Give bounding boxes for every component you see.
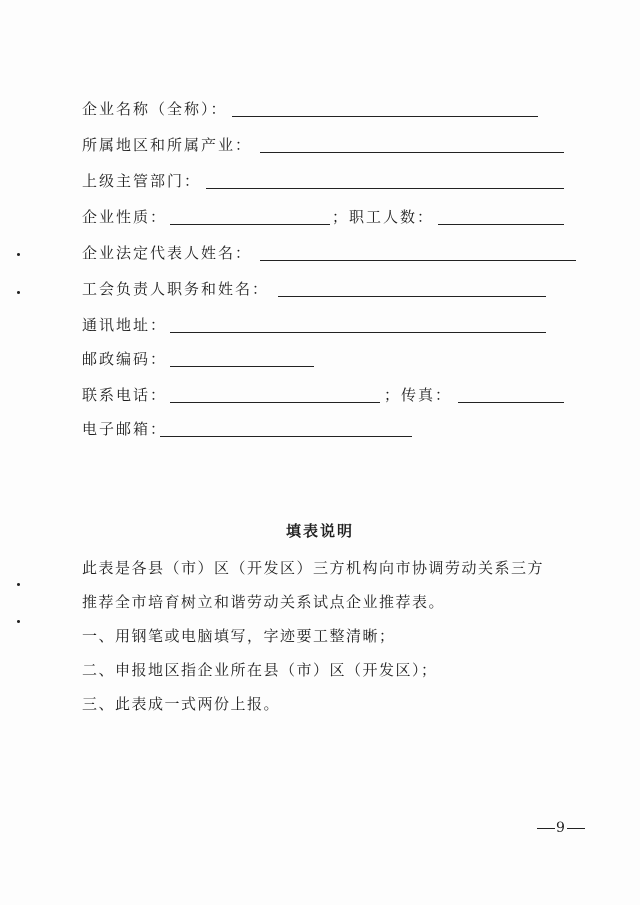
instruction-line: 三、此表成一式两份上报。 — [82, 695, 281, 713]
supervisor-department-input-line[interactable] — [206, 188, 564, 189]
company-name-input-line[interactable] — [232, 116, 538, 117]
field-label: 企业性质： — [82, 208, 168, 226]
field-label: 电子邮箱： — [82, 420, 168, 438]
field-company-name — [0, 97, 640, 121]
field-supervisor-department — [0, 169, 640, 193]
instruction-line: 此表是各县（市）区（开发区）三方机构向市协调劳动关系三方 — [82, 559, 545, 577]
company-nature-input-line[interactable] — [170, 224, 330, 225]
employee-count-input-line[interactable] — [438, 224, 564, 225]
field-region-industry — [0, 133, 640, 157]
field-phone — [0, 383, 640, 407]
field-label-fax: ；传真： — [384, 386, 453, 404]
union-leader-input-line[interactable] — [278, 296, 546, 297]
mailing-address-input-line[interactable] — [170, 332, 546, 333]
fax-input-line[interactable] — [458, 402, 564, 403]
field-label: 所属地区和所属产业： — [82, 136, 253, 154]
field-label: 通讯地址： — [82, 316, 168, 334]
field-company-nature — [0, 205, 640, 229]
field-label: 联系电话： — [82, 386, 168, 404]
field-label: 上级主管部门： — [82, 172, 202, 190]
field-legal-representative — [0, 241, 640, 265]
page-number — [536, 818, 586, 838]
page-number-dash — [537, 828, 555, 829]
field-union-leader — [0, 277, 640, 301]
phone-input-line[interactable] — [170, 402, 380, 403]
field-postal-code — [0, 347, 640, 371]
field-label: 工会负责人职务和姓名： — [82, 280, 270, 298]
instruction-line: 二、申报地区指企业所在县（市）区（开发区）； — [82, 661, 438, 679]
email-input-line[interactable] — [160, 436, 412, 437]
legal-representative-input-line[interactable] — [260, 260, 576, 261]
field-label: 邮政编码： — [82, 350, 168, 368]
field-email — [0, 417, 640, 441]
postal-code-input-line[interactable] — [170, 366, 314, 367]
instruction-line: 一、用钢笔或电脑填写，字迹要工整清晰； — [82, 627, 396, 645]
page-number-value: 9 — [556, 820, 566, 836]
instruction-line: 推荐全市培育树立和谐劳动关系试点企业推荐表。 — [82, 593, 446, 611]
instructions-title: 填表说明 — [285, 522, 354, 540]
margin-mark — [17, 583, 20, 586]
region-industry-input-line[interactable] — [260, 152, 564, 153]
page-number-dash — [567, 828, 585, 829]
field-label: 企业名称（全称）： — [82, 100, 228, 118]
field-mailing-address — [0, 313, 640, 337]
field-label: 企业法定代表人姓名： — [82, 244, 253, 262]
margin-mark — [17, 620, 20, 623]
field-label-employee-count: ；职工人数： — [332, 208, 435, 226]
